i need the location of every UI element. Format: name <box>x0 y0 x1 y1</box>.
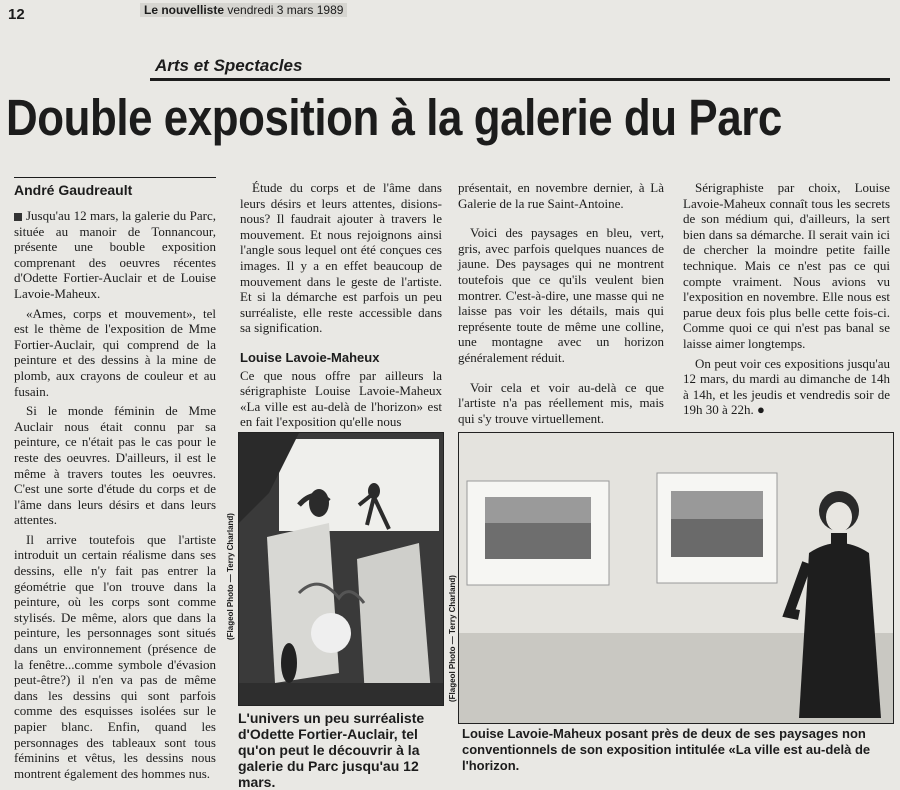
end-mark-icon: ● <box>753 402 765 418</box>
paragraph: Jusqu'au 12 mars, la galerie du Parc, située au manoir de Tonnancour, présente une bouble exposition comprenant des oeuvres récentes d'Odette Fortier-Auclair et de Louise Lavoie-Maheux. <box>14 208 216 301</box>
paragraph: Voici des paysages en bleu, vert, gris, avec parfois quelques nuances de jaune. Des paysages qui ne montrent toutefois que ce qu'ils veulent bien montrer. C'est-à-dire, une masse qui ne laisse pas voir les détails, mais qui représente toute de même une colline, une montagne avec un horizon généralement réduit. <box>458 225 664 365</box>
headline: Double exposition à la galerie du Parc <box>6 89 782 146</box>
subheading: Louise Lavoie-Maheux <box>240 349 380 365</box>
page-number: 12 <box>8 6 25 23</box>
photo-credit-2: (Flageol Photo — Terry Charland) <box>448 575 457 702</box>
painting-illustration <box>239 433 443 705</box>
section-rule <box>150 78 890 81</box>
square-bullet-icon <box>14 213 22 221</box>
column-4 <box>683 180 890 422</box>
photo-painting <box>238 432 444 706</box>
paragraph: Voir cela et voir au-delà ce que l'artiste n'a pas réellement mis, mais qui s'y trouve virtuellement. <box>458 379 664 426</box>
caption-painting: L'univers un peu surréaliste d'Odette Fortier-Auclair, tel qu'on peut le découvrir à la galerie du Parc jusqu'au 12 mars. <box>238 710 425 790</box>
photo-credit-1: (Flageol Photo — Terry Charland) <box>226 513 235 640</box>
paragraph: «Ames, corps et mouvement», tel est le thème de l'exposition de Mme Fortier-Auclair, qui comprend de la peinture et des dessins à la mine de plomb, aux crayons de couleur et au fusain. <box>14 305 216 399</box>
gallery-illustration <box>459 433 893 723</box>
paragraph: présentait, en novembre dernier, à Là Galerie de la rue Saint-Antoine. <box>458 180 664 211</box>
column-3 <box>458 180 664 430</box>
masthead <box>140 3 347 17</box>
section-title: Arts et Spectacles <box>155 56 303 75</box>
paragraph: Étude du corps et de l'âme dans leurs désirs et leurs attentes, disions-nous? Il faudrait ajouter à travers le mouvement. Et nous rejoignons ainsi l'angle sous lequel ont été conçues ces images. Il y a en effet beaucoup de mouvement dans le geste de l'artiste. Et si la démarche est parfois un peu surréaliste, elle reste accessible dans sa signification. <box>240 180 442 336</box>
author-byline: André Gaudreault <box>14 182 133 198</box>
column-2 <box>240 180 442 434</box>
column-1 <box>14 208 216 785</box>
paragraph: Sérigraphiste par choix, Louise Lavoie-Maheux connaît tous les secrets de son médium qui, d'ailleurs, la sert bien dans sa démarche. Il serait vain ici de chercher la moindre petite faille technique. Mais ce n'est pas ce qui compte vraiment. Nous avions vu l'exposition en novembre. Elle nous est parue deux fois plus belle cette fois-ci. Comme quoi ce qui n'est pas banal se laisse aimer longtemps. <box>683 180 890 351</box>
newspaper-name: Le nouvelliste <box>144 3 225 17</box>
caption-artist: Louise Lavoie-Maheux posant près de deux de ses paysages non conventionnels de son exposition intitulée «La ville est au-delà de l'horizon. <box>462 726 871 773</box>
issue-date: vendredi 3 mars 1989 <box>227 3 344 17</box>
paragraph: Si le monde féminin de Mme Auclair nous était connu par sa peinture, ce n'était pas le cas pour le reste des oeuvres. D'ailleurs, il est le même à travers toutes les oeuvres. C'est une sorte d'étude du corps et de l'âme dans leurs désirs et dans leurs attentes. <box>14 403 216 528</box>
paragraph: Ce que nous offre par ailleurs la sérigraphiste Louise Lavoie-Maheux «La ville est au-delà de l'horizon» est en fait l'exposition qu'elle nous <box>240 367 442 430</box>
paragraph: Il arrive toutefois que l'artiste introduit un certain réalisme dans ses dessins, elle n'y fait pas entrer la géométrie que l'on trouve dans la peinture, où les corps sont comme stylisés. De même, alors que dans la peinture, les personnages sont situés dans un environnement (présence de la fenêtre...comme symbole d'évasion peut-être?) il n'en va pas de même dans les dessins qui sont parfois comme des esquisses isolées sur le papier blanc. Enfin, quand les personnages des tableaux sont tous féminins et vêtus, les dessins nous montrent également des hommes nus. <box>14 531 216 781</box>
photo-artist <box>458 432 894 724</box>
paragraph: On peut voir ces expositions jusqu'au 12 mars, du mardi au dimanche de 14h à 14h, et les jeudis et vendredis soir de 19h 30 à 22h. ● <box>683 355 890 418</box>
author-rule <box>14 177 216 178</box>
